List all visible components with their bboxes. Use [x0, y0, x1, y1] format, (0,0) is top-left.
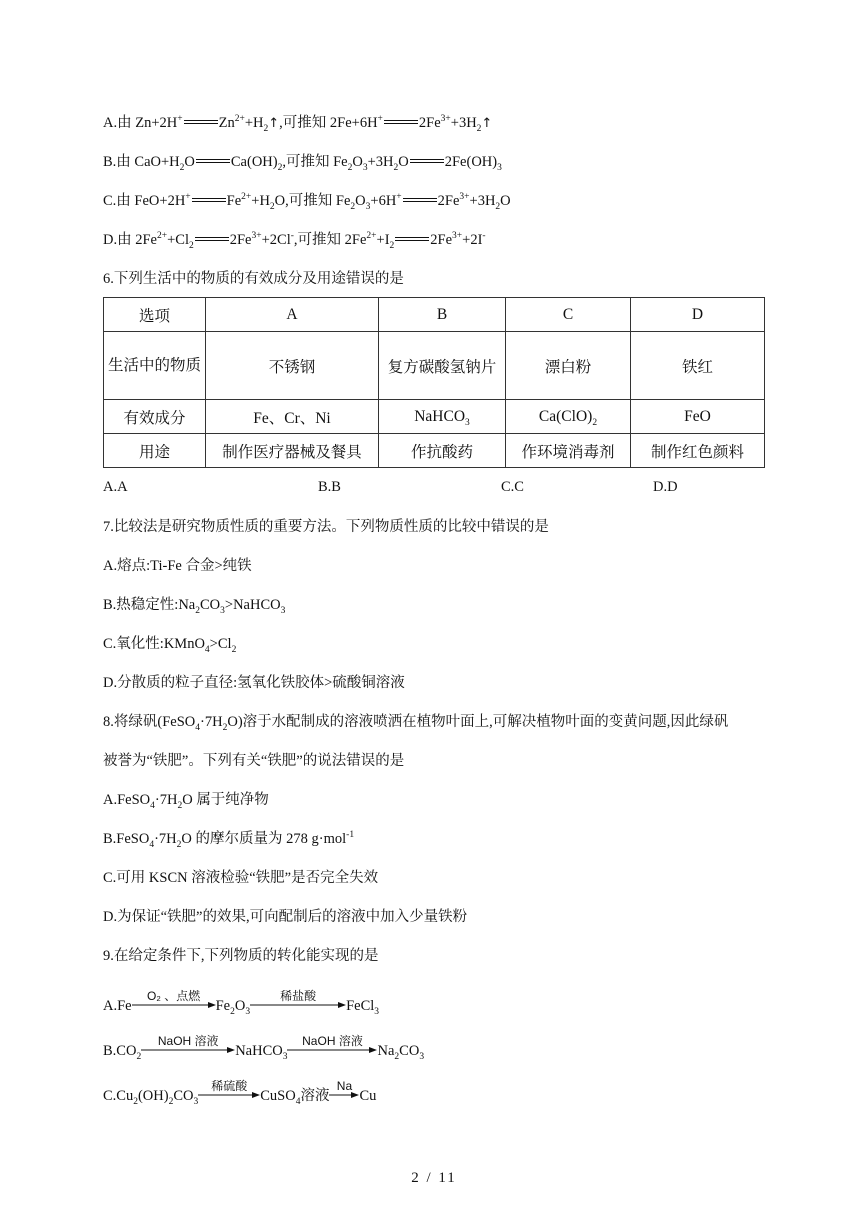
q8-stem-prefix: 8.将绿矾(	[103, 714, 163, 730]
q5-option-a: A.由 Zn+2H+ $Zn^{2+}+H_2↑$,可推知 2Fe+6H+ $2Fe^{3+}+3H_2↑$	[103, 114, 493, 134]
table-row	[104, 400, 765, 434]
reaction-arrow	[329, 1079, 359, 1100]
table-cell: 复方碳酸氢钠片	[379, 332, 506, 400]
table-row	[104, 298, 765, 332]
q5-d-prefix: D.由	[103, 232, 136, 248]
q6-option-c: C.C	[501, 479, 524, 495]
table-cell: 有效成分	[104, 400, 206, 434]
equals-sign	[403, 197, 437, 207]
q5-a-prefix: A.由	[103, 115, 136, 131]
table-cell: 生活中的物质	[104, 332, 206, 400]
q7-stem: 7.比较法是研究物质性质的重要方法。下列物质性质的比较中错误的是	[103, 519, 549, 535]
q6-table	[103, 297, 765, 468]
table-cell: D	[631, 298, 765, 332]
q9-c-mid: 溶液	[300, 1088, 330, 1104]
q6-option-b: B.B	[318, 479, 341, 495]
q7-c-prefix: C.氧化性:	[103, 636, 164, 652]
q9-c-end: Cu	[359, 1088, 377, 1104]
q7-option-c: C.氧化性$:KMnO_4>Cl_2$	[103, 636, 237, 655]
table-cell: 铁红	[631, 332, 765, 400]
q8-stem-rest: )溶于水配制成的溶液喷洒在植物叶面上,可解决植物叶面的变黄问题,因此绿矾	[237, 714, 729, 730]
q5-option-d: D.由 $2Fe^{2+}+Cl_2$ $2Fe^{3+}+2Cl^-$,可推知 $2Fe^{2+}+I_2$ $2Fe^{3+}+2I^-$	[103, 231, 486, 251]
q9-option-b: $B.CO_2$ NaOH 溶液 NaHCO$_3$ NaOH 溶液 $Na_2CO_3$	[103, 1041, 424, 1061]
q6-option-d: D.D	[653, 479, 678, 495]
table-cell: 制作红色颜料	[631, 434, 765, 468]
arrow-condition: Na	[336, 1079, 353, 1093]
table-row	[104, 434, 765, 468]
table-cell: FeO	[631, 400, 765, 434]
q8-stem: 8.将绿矾$(FeSO_4\cdot 7H_2O)$溶于水配制成的溶液喷洒在植物叶面上,可解决植物叶面的变黄问题,因此绿矾	[103, 714, 729, 733]
table-cell: 选项	[104, 298, 206, 332]
arrow-condition: 稀硫酸	[211, 1079, 248, 1093]
q9-option-c: $C.Cu_2(OH)_2CO_3$ 稀硫酸 CuSO$_4$溶液 Na Cu	[103, 1086, 376, 1106]
equals-sign	[196, 158, 230, 168]
equals-sign	[195, 236, 229, 246]
table-cell: A	[206, 298, 379, 332]
q6-option-a: A.A	[103, 479, 128, 495]
reaction-arrow	[250, 989, 346, 1010]
page-number: 2 / 11	[411, 1170, 457, 1186]
arrow-condition: O₂ 、点燃	[146, 989, 201, 1003]
q5-b-prefix: B.由	[103, 154, 135, 170]
q5-a-mid: ,可推知	[279, 115, 330, 131]
q8-a-suffix: 属于纯净物	[192, 792, 269, 808]
q8-option-c: C.可用 KSCN 溶液检验“铁肥”是否完全失效	[103, 870, 379, 886]
q5-b-mid: ,可推知	[282, 154, 334, 170]
table-cell: 作抗酸药	[379, 434, 506, 468]
table-row	[104, 332, 765, 400]
equals-sign	[395, 236, 429, 246]
q8-stem-line2: 被誉为“铁肥”。下列有关“铁肥”的说法错误的是	[103, 753, 405, 769]
equals-sign	[384, 119, 418, 129]
table-cell: NaHCO$_3$	[379, 400, 506, 434]
q5-c-prefix: C.由	[103, 193, 135, 209]
q8-option-a: $A.FeSO_4\cdot 7H_2O$ 属于纯净物	[103, 792, 269, 811]
reaction-arrow	[132, 989, 216, 1010]
table-cell: 作环境消毒剂	[506, 434, 631, 468]
equals-sign	[184, 119, 218, 129]
table-cell: 制作医疗器械及餐具	[206, 434, 379, 468]
table-cell: 漂白粉	[506, 332, 631, 400]
q8-b-suffix: 的摩尔质量为 278 g·mol	[191, 831, 347, 847]
q5-option-c: C.由 FeO+2H+ $Fe^{2+}+H_2O$,可推知 $Fe_2O_3+6H^+$ $2Fe^{3+}+3H_2O$	[103, 192, 511, 212]
q5-option-b: B.由 $CaO+H_2O$ $Ca(OH)_2$,可推知 $Fe_2O_3+3H_2O$ $2Fe(OH)_3$	[103, 154, 502, 173]
table-cell: 用途	[104, 434, 206, 468]
arrow-condition: NaOH 溶液	[157, 1034, 219, 1048]
equals-sign	[192, 197, 226, 207]
q7-b-prefix: B.热稳定性:	[103, 597, 179, 613]
q5-d-mid: ,可推知	[293, 232, 345, 248]
q9-b-label: B.CO	[103, 1043, 137, 1059]
table-cell: $Ca(ClO)_2$	[506, 400, 631, 434]
q9-stem: 9.在给定条件下,下列物质的转化能实现的是	[103, 948, 379, 964]
table-cell: Fe、Cr、Ni	[206, 400, 379, 434]
arrow-condition: 稀盐酸	[280, 989, 317, 1003]
q9-c-label: C.Cu	[103, 1088, 134, 1104]
table-cell: B	[379, 298, 506, 332]
reaction-arrow	[198, 1079, 260, 1100]
q9-a-label: A.Fe	[103, 998, 132, 1014]
q6-stem: 6.下列生活中的物质的有效成分及用途错误的是	[103, 271, 404, 287]
reaction-arrow	[287, 1034, 377, 1055]
q8-option-b: $B.FeSO_4\cdot 7H_2O$ 的摩尔质量为 278 g·mol$^{-1}$	[103, 830, 355, 850]
arrow-condition: NaOH 溶液	[302, 1034, 363, 1048]
table-cell: C	[506, 298, 631, 332]
equals-sign	[410, 158, 444, 168]
q5-c-mid: ,可推知	[285, 193, 336, 209]
q7-option-b: B.热稳定性$:Na_2CO_3>NaHCO_3$	[103, 597, 286, 616]
reaction-arrow	[141, 1034, 235, 1055]
q7-option-d: D.分散质的粒子直径:氢氧化铁胶体>硫酸铜溶液	[103, 675, 405, 691]
q9-option-a: A.Fe O₂ 、点燃 $Fe_2O_3$ 稀盐酸 FeCl$_3$	[103, 996, 379, 1016]
q7-option-a: A.熔点:Ti-Fe 合金>纯铁	[103, 558, 252, 574]
table-cell: 不锈钢	[206, 332, 379, 400]
q8-option-d: D.为保证“铁肥”的效果,可向配制后的溶液中加入少量铁粉	[103, 909, 468, 925]
